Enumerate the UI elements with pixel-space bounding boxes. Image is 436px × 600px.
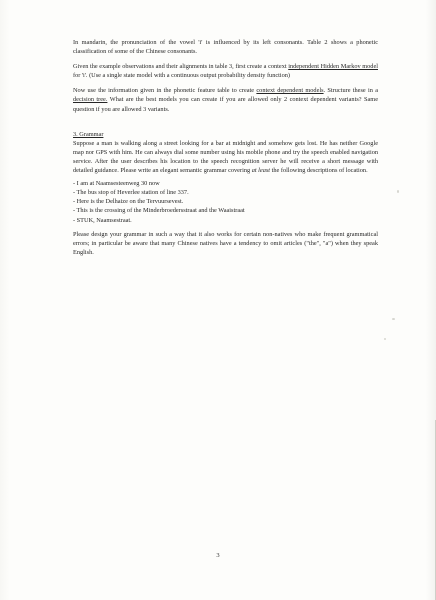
- list-item: - This is the crossing of the Minderbroedersstraat and the Waaistraat: [73, 207, 245, 215]
- list-item: - The bus stop of Heverlee station of line 337.: [73, 189, 189, 197]
- underlined-term-hmm: independent Hidden Markov model: [288, 63, 378, 71]
- page-body: [73, 38, 378, 257]
- list-item: - I am at Naamsesteenweg 30 now: [73, 180, 160, 188]
- paragraph-grammar-closing: Please design your grammar in such a way that it also works for certain non-natives who make frequent grammatical errors; in particular be aware that many Chinese natives have a tendency to omit articles ("the", "a") when they speak English.: [73, 230, 378, 256]
- scan-speck: [392, 318, 395, 320]
- location-descriptions-list: [73, 179, 378, 224]
- emphasis-at-least: at least: [251, 167, 271, 175]
- paragraph-vowel-intro: In mandarin, the pronunciation of the vowel 'i' is influenced by its left consonants. Table 2 shows a phonetic classification of some of the Chinese consonants.: [73, 39, 378, 56]
- text-span: for 'i'. (Use a single state model with a continuous output probability density function): [73, 72, 291, 80]
- page-number: 3: [216, 552, 220, 559]
- scan-speck: [397, 190, 399, 193]
- scan-speck: [384, 338, 386, 340]
- paragraph-context-models: [73, 86, 378, 113]
- text-span: the following descriptions of location.: [270, 167, 368, 175]
- paragraph-hmm-task: [73, 62, 378, 80]
- text-span: Suppose a man is walking along a street looking for a bar at midnight and somehow gets lost. He has neither Google map nor GPS with him. He can always dial some number using his mobile phone and try the speech enabled navigation service. After the user describes his location to the speech recognition server he will receive a short message with detailed guidance. Please write an elegant semantic grammar covering: [73, 139, 378, 175]
- list-item: - STUK, Naamsestraat.: [73, 216, 132, 224]
- text-span: Given the example observations and their alignments in table 3, first create a context: [73, 63, 289, 71]
- text-span: Now use the information given in the phonetic feature table to create: [73, 87, 257, 95]
- text-span: . Structure these in a: [323, 87, 378, 95]
- section-heading-grammar: 3. Grammar: [73, 130, 104, 138]
- text-span: What are the best models you can create if you are allowed only 2 context dependent variants? Same question if you are allowed 3 variants.: [73, 96, 378, 113]
- list-item: - Here is the Delhaize on the Tervuursevest.: [73, 198, 184, 206]
- underlined-term-context-models: context dependent models: [256, 87, 324, 95]
- paragraph-grammar-intro: [73, 139, 378, 175]
- underlined-term-decision-tree: decision tree.: [73, 96, 108, 104]
